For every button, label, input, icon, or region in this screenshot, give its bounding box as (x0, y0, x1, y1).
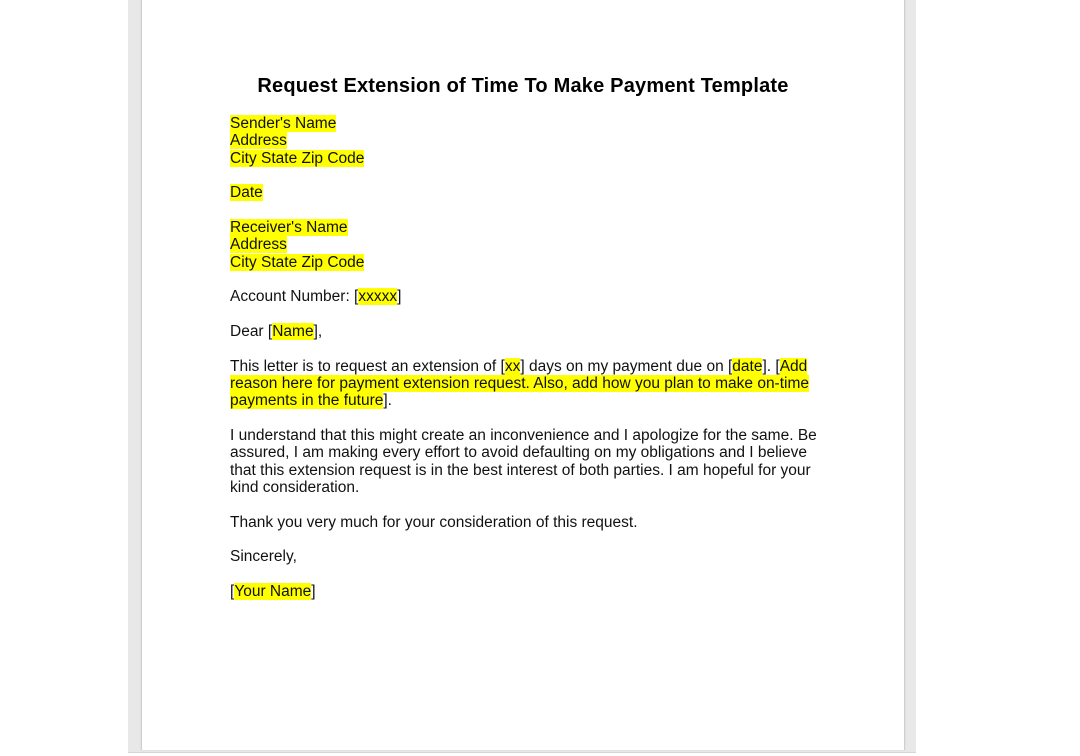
due-date-placeholder: date (732, 357, 763, 375)
receiver-block (230, 219, 820, 271)
closing: Sincerely, (230, 548, 297, 566)
signature-open: [ (230, 583, 235, 600)
paragraph-request (230, 358, 820, 410)
account-close: ] (397, 288, 402, 306)
salutation (230, 323, 820, 340)
reason-line-2: reason here for payment extension request. Also, add how you plan to make on-time (230, 375, 810, 392)
receiver-address: Address (230, 236, 287, 254)
para1-text1: This letter is to request an extension of [ (230, 357, 505, 375)
para1-text2: ] days on my payment due on [ (520, 357, 733, 375)
para2-line-2: assured, I am making every effort to avoid defaulting on my obligations and I believe (230, 444, 807, 462)
salutation-prefix: Dear [ (230, 323, 273, 340)
para2-line-1: I understand that this might create an inconvenience and I apologize for the same. Be (230, 427, 817, 444)
sender-city: City State Zip Code (230, 149, 365, 167)
paragraph-thanks: Thank you very much for your consideration of this request. (230, 513, 638, 531)
receiver-name: Receiver's Name (230, 219, 348, 236)
account-label: Account Number: [ (230, 288, 359, 306)
para1-text3: ]. [ (762, 357, 780, 375)
letter-body (230, 115, 820, 618)
para2-line-3: that this extension request is in the best interest of both parties. I am hopeful for your (230, 461, 811, 479)
para2-line-4: kind consideration. (230, 479, 360, 497)
salutation-name: Name (272, 323, 314, 340)
signature-close: ] (311, 583, 316, 600)
reason-line-1: Add (779, 357, 808, 375)
paragraph-understanding (230, 427, 820, 497)
sender-name: Sender's Name (230, 115, 337, 132)
signature (230, 583, 820, 600)
document-title: Request Extension of Time To Make Payment Template (257, 75, 789, 97)
letter-date: Date (230, 184, 263, 202)
reason-line-3: payments in the future (230, 392, 384, 410)
sender-address: Address (230, 132, 287, 150)
para1-text4: ]. (383, 392, 392, 410)
salutation-suffix: ], (313, 323, 323, 340)
days-placeholder: xx (504, 357, 521, 375)
account-value: xxxxx (358, 288, 398, 306)
receiver-city: City State Zip Code (230, 253, 365, 271)
account-number-line (230, 288, 820, 305)
document-page (141, 0, 905, 750)
sender-block (230, 115, 820, 167)
date-block (230, 184, 820, 201)
signature-name: Your Name (234, 583, 312, 600)
